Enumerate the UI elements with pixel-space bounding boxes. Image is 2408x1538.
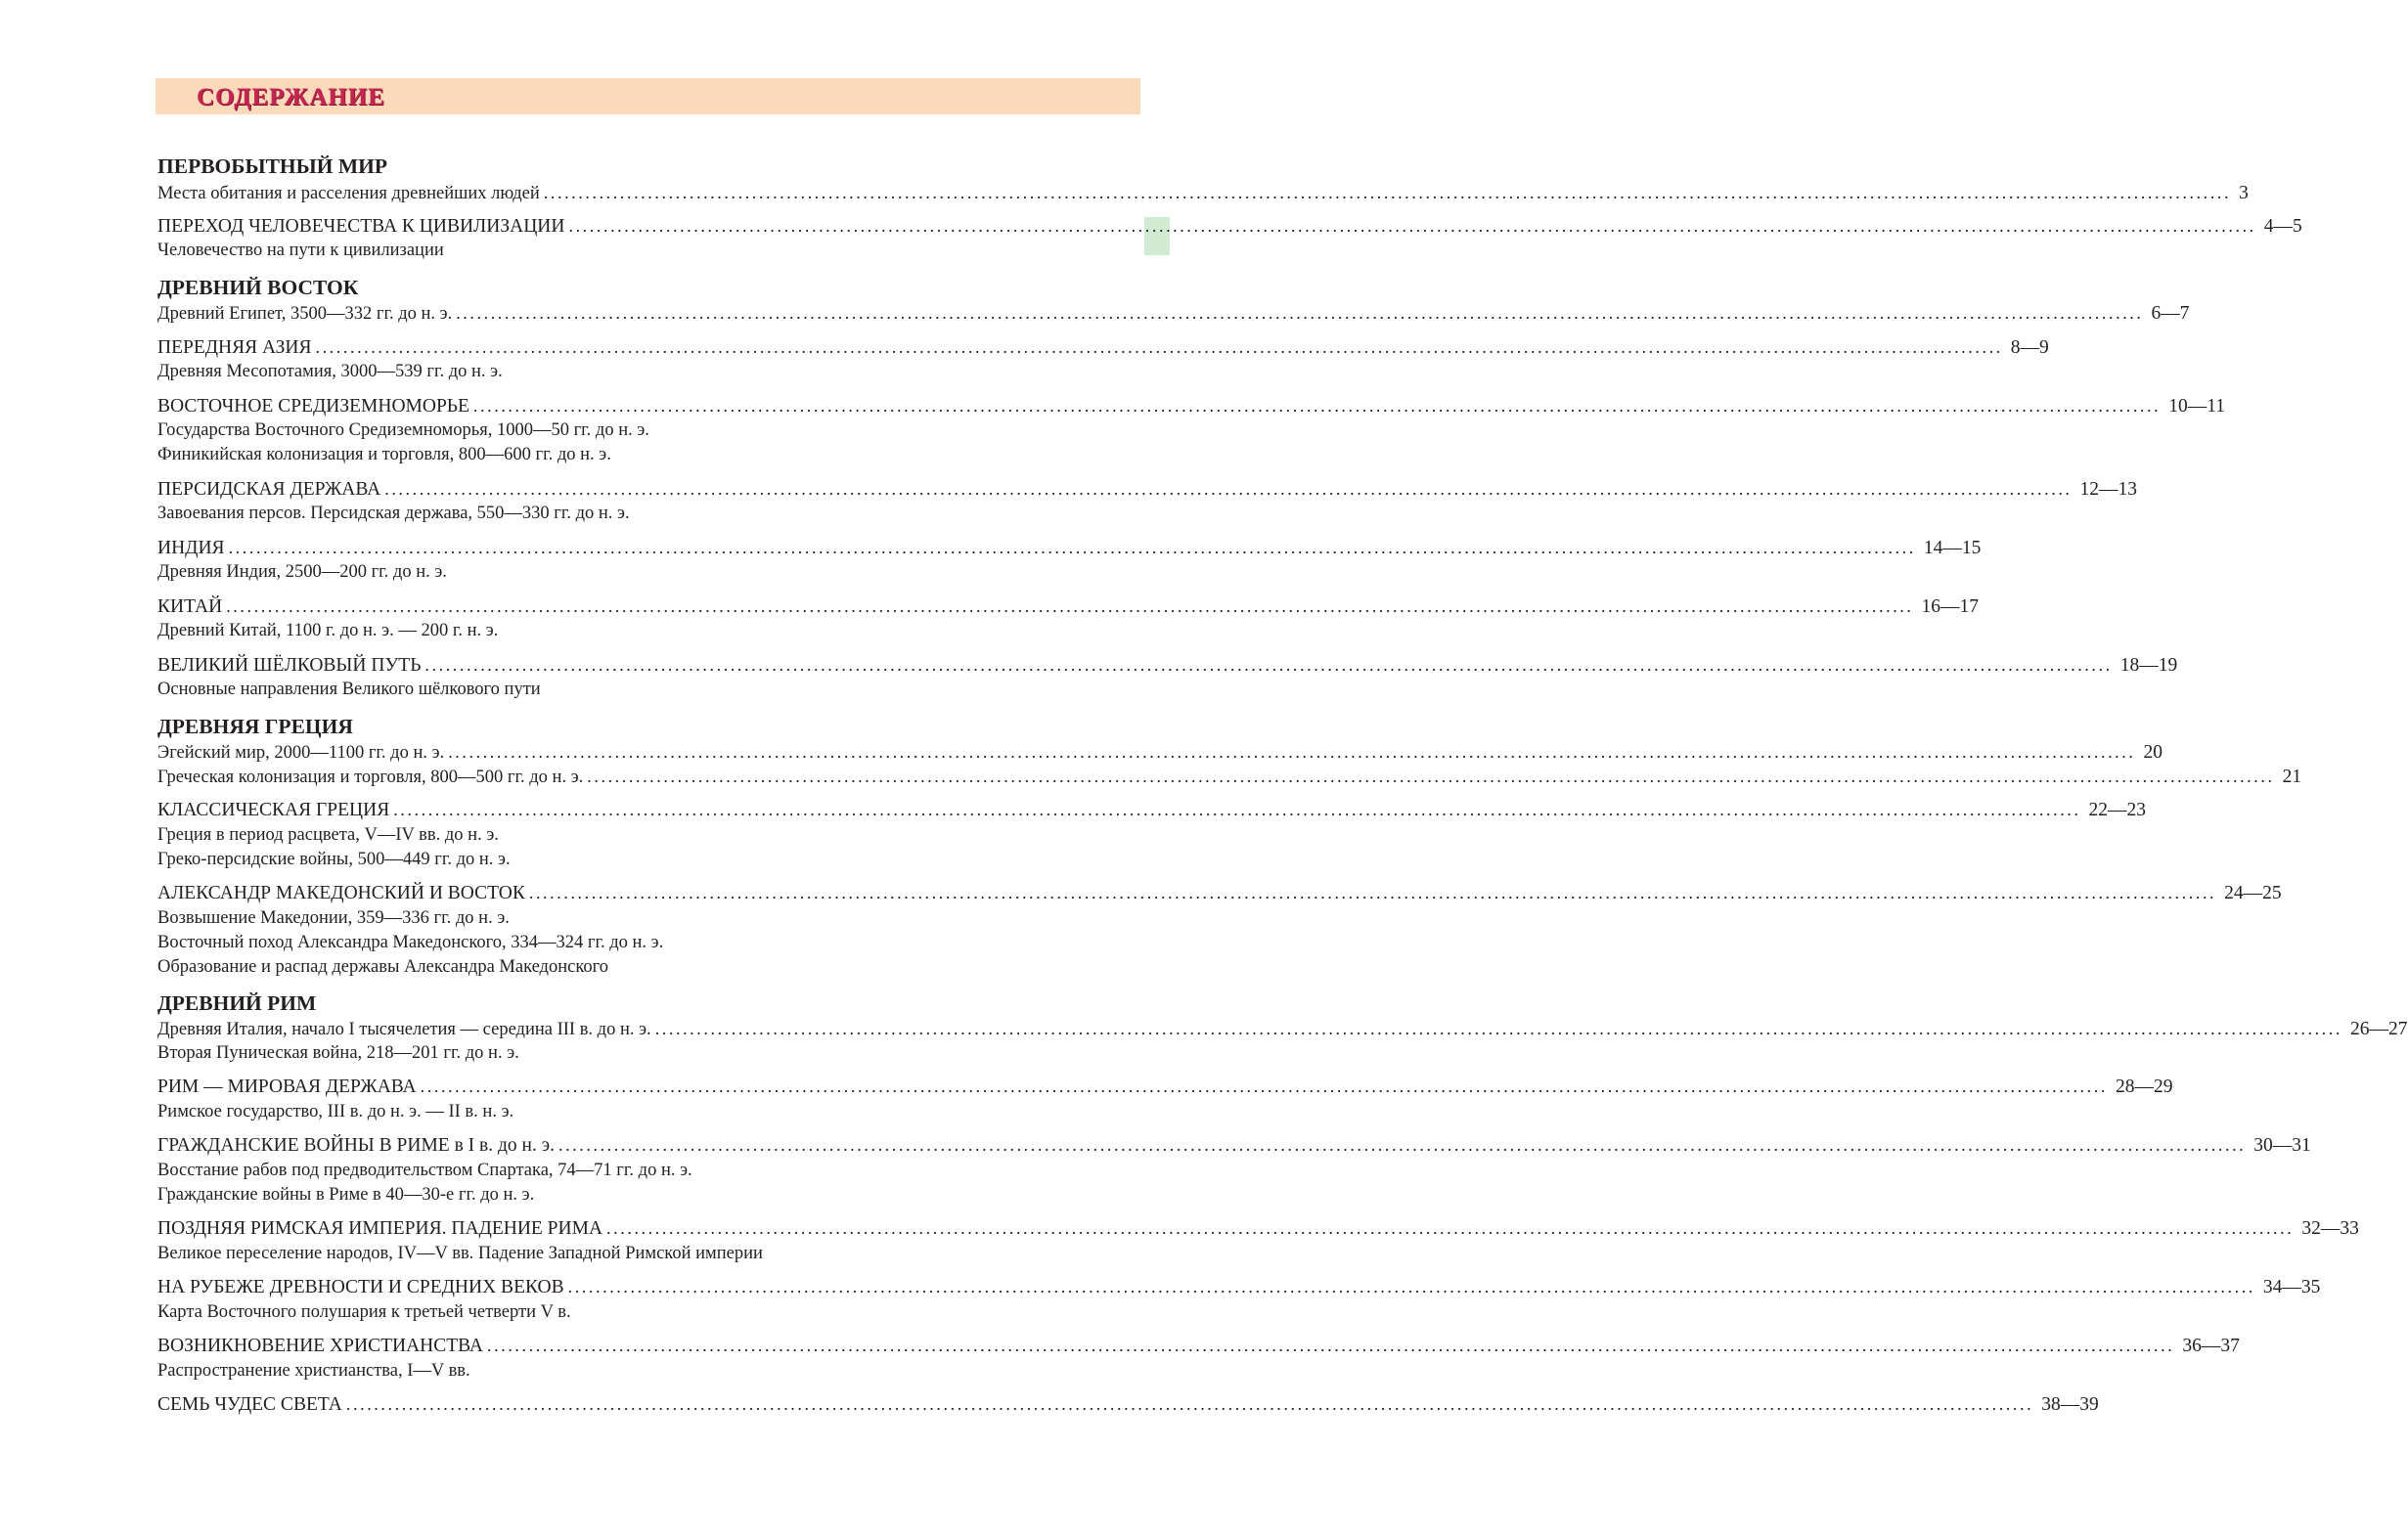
toc-map-entry[interactable] [157, 764, 2302, 789]
dot-leader: ................................................................................................................................................................................................................................................... [226, 596, 1914, 616]
dot-leader: ................................................................................................................................................................................................................................................... [393, 800, 2081, 819]
chapter-title: НА РУБЕЖЕ ДРЕВНОСТИ И СРЕДНИХ ВЕКОВ [157, 1277, 564, 1297]
map-title: Государства Восточного Средиземноморья, 1000—50 гг. до н. э. [157, 420, 649, 440]
toc-map-entry[interactable] [157, 359, 1006, 384]
section-heading-text: ПЕРВОБЫТНЫЙ МИР [157, 154, 388, 178]
toc-map-entry[interactable] [157, 822, 1006, 848]
toc-map-entry[interactable] [157, 180, 2249, 205]
toc-map-entry[interactable] [157, 1299, 1006, 1325]
toc-map-entry[interactable] [157, 1182, 1006, 1208]
dot-leader: ................................................................................................................................................................................................................................................... [448, 742, 2136, 762]
map-title: Древняя Италия, начало I тысячелетия — середина III в. до н. э. [157, 1020, 651, 1039]
chapter-title: ПОЗДНЯЯ РИМСКАЯ ИМПЕРИЯ. ПАДЕНИЕ РИМА [157, 1218, 603, 1239]
page-number: 18—19 [2119, 655, 2178, 676]
page-number: 22—23 [2088, 800, 2147, 820]
page-title: СОДЕРЖАНИЕ [197, 84, 385, 110]
dot-leader: ................................................................................................................................................................................................................................................... [568, 216, 2256, 236]
toc-map-entry[interactable] [157, 954, 1006, 980]
map-title: Греция в период расцвета, V—IV вв. до н. э. [157, 825, 499, 845]
chapter-title: КИТАЙ [157, 596, 223, 617]
toc-chapter-entry[interactable] [157, 1391, 2099, 1417]
page-number: 30—31 [2253, 1135, 2311, 1156]
dot-leader: ................................................................................................................................................................................................................................................... [543, 183, 2232, 202]
chapter-title: ИНДИЯ [157, 538, 225, 558]
toc-chapter-entry[interactable] [157, 476, 2138, 502]
header-bar [156, 78, 1140, 114]
toc-chapter-entry[interactable] [157, 1074, 2173, 1099]
toc-map-entry[interactable] [157, 930, 1006, 955]
page-number: 34—35 [2262, 1277, 2321, 1297]
dot-leader: ................................................................................................................................................................................................................................................... [315, 337, 2003, 357]
page-number: 20 [2143, 742, 2163, 763]
dot-leader: ................................................................................................................................................................................................................................................... [654, 1019, 2342, 1038]
toc-map-entry[interactable] [157, 905, 1006, 931]
page-number: 21 [2282, 767, 2302, 787]
toc-chapter-entry[interactable] [157, 593, 1980, 619]
map-title: Восстание рабов под предводительством Спартака, 74—71 гг. до н. э. [157, 1161, 692, 1180]
map-title: Основные направления Великого шёлкового пути [157, 680, 541, 699]
toc-map-entry[interactable] [157, 1040, 1006, 1066]
dot-leader: ................................................................................................................................................................................................................................................... [606, 1218, 2295, 1238]
page-number: 24—25 [2224, 883, 2282, 903]
map-title: Восточный поход Александра Македонского, 334—324 гг. до н. э. [157, 933, 664, 952]
dot-leader: ................................................................................................................................................................................................................................................... [557, 1135, 2247, 1155]
map-title: Древняя Индия, 2500—200 гг. до н. э. [157, 562, 447, 582]
dot-leader: ................................................................................................................................................................................................................................................... [384, 479, 2073, 499]
map-title: Древний Египет, 3500—332 гг. до н. э. [157, 304, 453, 324]
map-title: Греко-персидские войны, 500—449 гг. до н. э. [157, 850, 511, 869]
toc-map-entry[interactable] [157, 1358, 1006, 1384]
toc-chapter-entry[interactable] [157, 1333, 2240, 1358]
dot-leader: ................................................................................................................................................................................................................................................... [587, 767, 2275, 786]
chapter-title: РИМ — МИРОВАЯ ДЕРЖАВА [157, 1077, 417, 1097]
dot-leader: ................................................................................................................................................................................................................................................... [487, 1336, 2175, 1355]
toc-map-entry[interactable] [157, 300, 2190, 326]
toc-map-entry[interactable] [157, 847, 1006, 872]
toc-map-entry[interactable] [157, 501, 1006, 526]
toc-map-entry[interactable] [157, 1241, 1006, 1266]
chapter-title: ВОСТОЧНОЕ СРЕДИЗЕМНОМОРЬЕ [157, 396, 469, 417]
page-number: 8—9 [2010, 337, 2049, 358]
page-number: 10—11 [2168, 396, 2226, 417]
page-number: 16—17 [1921, 596, 1980, 617]
map-title: Гражданские войны в Риме в 40—30-е гг. до н. э. [157, 1185, 535, 1205]
page-number: 26—27 [2350, 1019, 2408, 1039]
chapter-title: ПЕРЕДНЯЯ АЗИЯ [157, 337, 312, 358]
map-title: Человечество на пути к цивилизации [157, 241, 444, 260]
page-number: 14—15 [1923, 538, 1982, 558]
toc-chapter-entry[interactable] [157, 393, 2226, 418]
map-title: Места обитания и расселения древнейших людей [157, 184, 540, 203]
chapter-title: КЛАССИЧЕСКАЯ ГРЕЦИЯ [157, 800, 390, 820]
toc-section-heading [157, 275, 1006, 300]
dot-leader: ................................................................................................................................................................................................................................................... [528, 883, 2217, 902]
page-number: 4—5 [2263, 216, 2302, 237]
section-heading-text: ДРЕВНИЙ РИМ [157, 991, 317, 1015]
toc-map-entry[interactable] [157, 1016, 2408, 1041]
toc-map-entry[interactable] [157, 1099, 1006, 1124]
map-title: Завоевания персов. Персидская держава, 550—330 гг. до н. э. [157, 504, 630, 523]
chapter-title: ПЕРСИДСКАЯ ДЕРЖАВА [157, 479, 381, 500]
chapter-title: ВОЗНИКНОВЕНИЕ ХРИСТИАНСТВА [157, 1336, 484, 1356]
toc-chapter-entry[interactable] [157, 213, 2302, 239]
page-number: 28—29 [2115, 1077, 2173, 1097]
toc-section-heading [157, 990, 1006, 1016]
map-title: Эгейский мир, 2000—1100 гг. до н. э. [157, 743, 445, 763]
toc-chapter-entry[interactable] [157, 1215, 2359, 1241]
dot-leader: ................................................................................................................................................................................................................................................... [345, 1394, 2034, 1414]
map-title: Финикийская колонизация и торговля, 800—600 гг. до н. э. [157, 445, 611, 464]
toc-map-entry[interactable] [157, 1158, 1006, 1183]
dot-leader: ................................................................................................................................................................................................................................................... [472, 396, 2162, 416]
toc-map-entry[interactable] [157, 559, 1006, 585]
chapter-title: ГРАЖДАНСКИЕ ВОЙНЫ В РИМЕ в I в. до н. э. [157, 1135, 555, 1156]
map-title: Вторая Пуническая война, 218—201 гг. до н. э. [157, 1043, 519, 1063]
map-title: Распространение христианства, I—V вв. [157, 1361, 470, 1381]
toc-section-heading [157, 714, 1006, 739]
toc-chapter-entry[interactable] [157, 535, 1982, 560]
dot-leader: ................................................................................................................................................................................................................................................... [228, 538, 1916, 557]
chapter-title: ВЕЛИКИЙ ШЁЛКОВЫЙ ПУТЬ [157, 655, 422, 676]
toc-map-entry[interactable] [157, 238, 1006, 263]
page-number: 3 [2239, 183, 2249, 203]
map-title: Греческая колонизация и торговля, 800—500 гг. до н. э. [157, 768, 584, 787]
page-number: 12—13 [2079, 479, 2138, 500]
map-title: Возвышение Македонии, 359—336 гг. до н. э. [157, 908, 510, 928]
dot-leader: ................................................................................................................................................................................................................................................... [567, 1277, 2255, 1296]
toc-chapter-entry[interactable] [157, 1274, 2321, 1299]
map-title: Великое переселение народов, IV—V вв. Падение Западной Римской империи [157, 1244, 763, 1263]
dot-leader: ................................................................................................................................................................................................................................................... [456, 303, 2144, 323]
section-heading-text: ДРЕВНИЙ ВОСТОК [157, 276, 359, 299]
map-title: Древняя Месопотамия, 3000—539 гг. до н. э. [157, 362, 503, 381]
page-number: 6—7 [2151, 303, 2190, 324]
toc-section-heading [157, 154, 1006, 179]
toc-map-entry[interactable] [157, 618, 1006, 643]
toc-chapter-entry[interactable] [157, 1132, 2311, 1158]
dot-leader: ................................................................................................................................................................................................................................................... [420, 1077, 2108, 1096]
toc-map-entry[interactable] [157, 677, 1006, 702]
toc-chapter-entry[interactable] [157, 334, 2049, 360]
page-number: 32—33 [2301, 1218, 2359, 1239]
toc-chapter-entry[interactable] [157, 880, 2282, 905]
dot-leader: ................................................................................................................................................................................................................................................... [424, 655, 2113, 675]
map-title: Карта Восточного полушария к третьей четверти V в. [157, 1302, 571, 1322]
map-title: Образование и распад державы Александра Македонского [157, 957, 609, 977]
page-number: 36—37 [2182, 1336, 2240, 1356]
section-heading-text: ДРЕВНЯЯ ГРЕЦИЯ [157, 715, 353, 738]
toc-map-entry[interactable] [157, 739, 2163, 765]
toc-map-entry[interactable] [157, 417, 1006, 443]
chapter-title: СЕМЬ ЧУДЕС СВЕТА [157, 1394, 342, 1415]
toc-map-entry[interactable] [157, 442, 1006, 467]
map-title: Древний Китай, 1100 г. до н. э. — 200 г. н. э. [157, 621, 499, 640]
page-number: 38—39 [2041, 1394, 2099, 1415]
toc-chapter-entry[interactable] [157, 652, 2178, 678]
map-title: Римское государство, III в. до н. э. — II в. н. э. [157, 1102, 514, 1121]
chapter-title: ПЕРЕХОД ЧЕЛОВЕЧЕСТВА К ЦИВИЛИЗАЦИИ [157, 216, 565, 237]
toc-chapter-entry[interactable] [157, 797, 2147, 822]
chapter-title: АЛЕКСАНДР МАКЕДОНСКИЙ И ВОСТОК [157, 883, 525, 903]
